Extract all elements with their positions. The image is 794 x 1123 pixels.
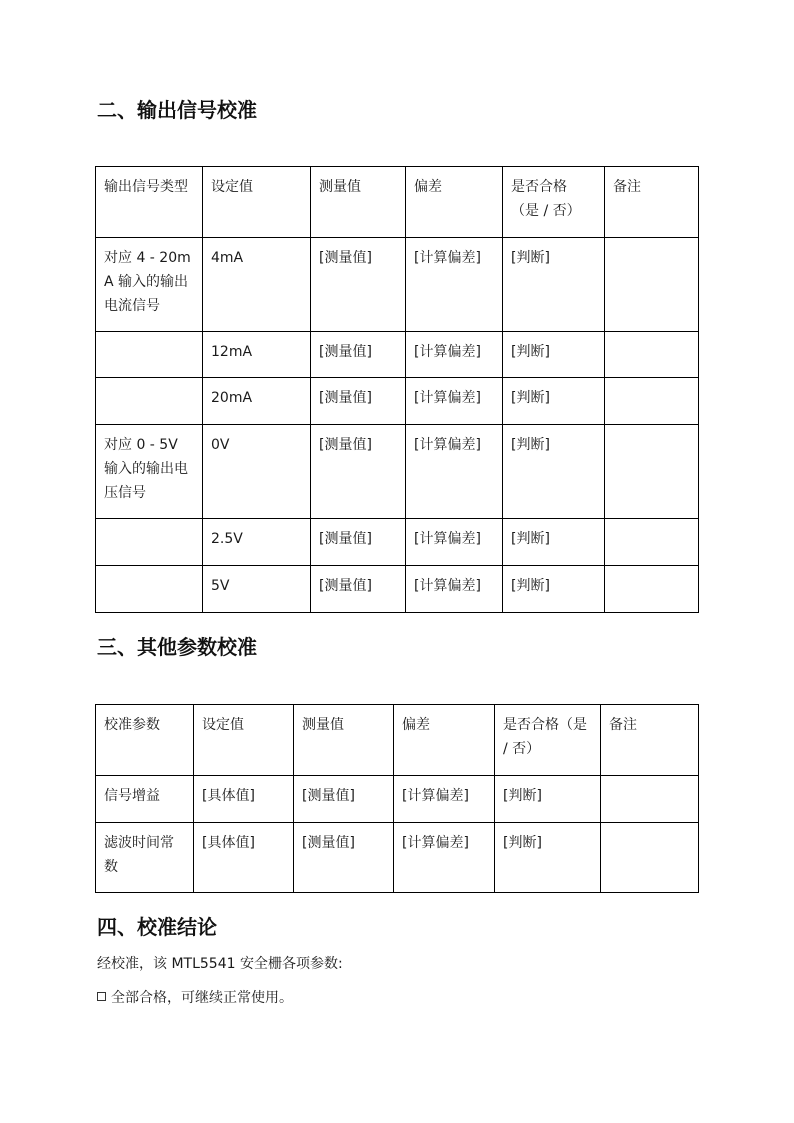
table-cell: [具体值] (194, 776, 294, 823)
table-row (96, 332, 699, 378)
conclusion-option (97, 988, 293, 1008)
table-cell (605, 378, 699, 425)
table-cell: [判断] (503, 332, 605, 378)
table-cell: [具体值] (194, 823, 294, 893)
table-cell: [判断] (503, 238, 605, 332)
table-cell: [测量值] (311, 566, 406, 613)
table-cell: 2.5V (203, 519, 311, 566)
table-row (96, 378, 699, 425)
table-cell: [判断] (495, 823, 601, 893)
table-cell: [计算偏差] (394, 823, 495, 893)
table-cell (605, 519, 699, 566)
table-cell: [判断] (503, 566, 605, 613)
header-cell: 测量值 (294, 705, 394, 776)
table-cell: 对应 4 - 20mA 输入的输出电流信号 (96, 238, 203, 332)
section-title-output-signal: 二、输出信号校准 (97, 98, 257, 122)
section-title-conclusion: 四、校准结论 (97, 915, 217, 939)
table-cell: [判断] (503, 425, 605, 519)
table-cell (605, 425, 699, 519)
table-cell: [计算偏差] (406, 238, 503, 332)
table-row (96, 425, 699, 519)
table-cell: [计算偏差] (406, 378, 503, 425)
table-cell (605, 332, 699, 378)
table-cell (96, 378, 203, 425)
table-cell: 5V (203, 566, 311, 613)
table-cell (605, 238, 699, 332)
section-title-other-params: 三、其他参数校准 (97, 635, 257, 659)
header-cell: 偏差 (394, 705, 495, 776)
table-cell (96, 332, 203, 378)
table-cell: 0V (203, 425, 311, 519)
table-cell (601, 776, 699, 823)
table-row (96, 519, 699, 566)
output-signal-table (95, 166, 699, 613)
table-cell (605, 566, 699, 613)
header-cell: 设定值 (194, 705, 294, 776)
table-cell: [计算偏差] (406, 332, 503, 378)
option-label: 全部合格，可继续正常使用。 (111, 990, 293, 1006)
table-cell: 信号增益 (96, 776, 194, 823)
table-cell (96, 566, 203, 613)
table-cell: [计算偏差] (406, 425, 503, 519)
table-row (96, 566, 699, 613)
header-cell: 测量值 (311, 167, 406, 238)
header-cell: 备注 (601, 705, 699, 776)
table-cell: 20mA (203, 378, 311, 425)
table-cell: [测量值] (311, 425, 406, 519)
other-params-table (95, 704, 699, 893)
table-row (96, 776, 699, 823)
checkbox[interactable] (97, 992, 106, 1001)
table-cell: [测量值] (311, 378, 406, 425)
header-cell: 校准参数 (96, 705, 194, 776)
table-row (96, 823, 699, 893)
table-cell: 4mA (203, 238, 311, 332)
table-header-row (96, 167, 699, 238)
table-cell: [判断] (495, 776, 601, 823)
table-cell: 滤波时间常数 (96, 823, 194, 893)
table-cell: [计算偏差] (406, 566, 503, 613)
header-cell: 是否合格（是 / 否） (495, 705, 601, 776)
table-cell (601, 823, 699, 893)
table-cell: 12mA (203, 332, 311, 378)
table-header-row (96, 705, 699, 776)
header-cell: 输出信号类型 (96, 167, 203, 238)
table-cell: [计算偏差] (394, 776, 495, 823)
header-cell: 是否合格 （是 / 否） (503, 167, 605, 238)
table-cell (96, 519, 203, 566)
header-cell: 偏差 (406, 167, 503, 238)
table-row (96, 238, 699, 332)
table-cell: [测量值] (294, 823, 394, 893)
table-cell: [测量值] (311, 519, 406, 566)
conclusion-intro: 经校准，该 MTL5541 安全栅各项参数: (97, 956, 343, 972)
table-cell: [判断] (503, 519, 605, 566)
table-cell: [计算偏差] (406, 519, 503, 566)
table-cell: [判断] (503, 378, 605, 425)
table-cell: [测量值] (294, 776, 394, 823)
header-cell: 设定值 (203, 167, 311, 238)
header-cell: 备注 (605, 167, 699, 238)
table-cell: [测量值] (311, 332, 406, 378)
table-cell: 对应 0 - 5V 输入的输出电压信号 (96, 425, 203, 519)
table-cell: [测量值] (311, 238, 406, 332)
